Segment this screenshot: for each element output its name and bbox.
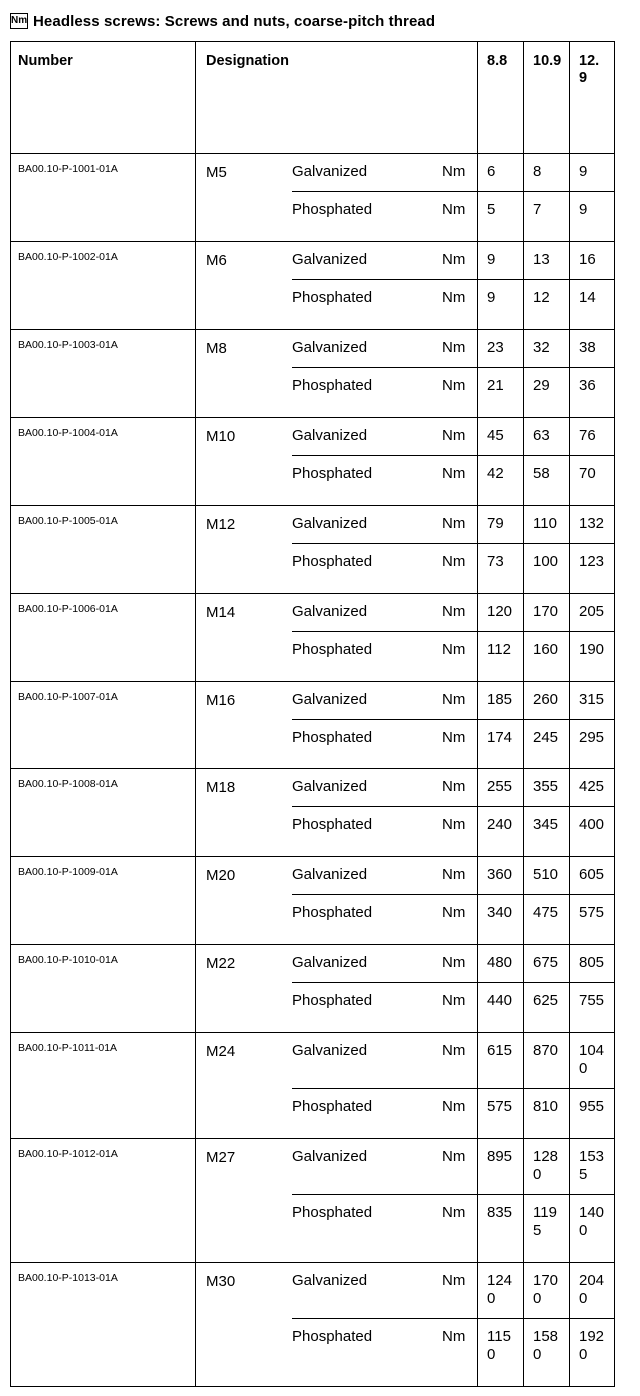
phosphated-subrow <box>292 895 614 945</box>
torque-value-8-8: 1240 <box>487 1272 513 1307</box>
phosphated-subrow <box>292 720 614 769</box>
torque-value-8-8: 615 <box>487 1042 513 1059</box>
coating-label: Galvanized <box>292 163 368 180</box>
torque-value-8-8: 21 <box>487 377 504 394</box>
phosphated-subrow <box>292 983 614 1033</box>
part-number: BA00.10-P-1011-01A <box>18 1042 118 1054</box>
thread-designation: M16 <box>206 692 236 709</box>
coating-label: Galvanized <box>292 427 368 444</box>
torque-value-8-8: 112 <box>487 641 511 658</box>
coating-label: Galvanized <box>292 866 368 883</box>
coating-label: Phosphated <box>292 377 373 394</box>
galvanized-subrow <box>292 154 614 192</box>
torque-value-12-9: 955 <box>579 1098 605 1115</box>
coating-label: Phosphated <box>292 904 373 921</box>
torque-value-12-9: 123 <box>579 553 605 570</box>
phosphated-subrow <box>292 807 614 857</box>
torque-value-12-9: 425 <box>579 778 605 795</box>
torque-value-8-8: 120 <box>487 603 513 620</box>
unit-label: Nm <box>442 1042 466 1059</box>
torque-value-8-8: 340 <box>487 904 513 921</box>
torque-value-10-9: 355 <box>533 778 559 795</box>
torque-value-10-9: 810 <box>533 1098 559 1115</box>
coating-label: Phosphated <box>292 816 373 833</box>
unit-label: Nm <box>442 553 466 570</box>
part-number: BA00.10-P-1012-01A <box>18 1148 118 1160</box>
torque-value-10-9: 870 <box>533 1042 559 1059</box>
unit-label: Nm <box>442 339 466 356</box>
coating-label: Galvanized <box>292 1272 368 1289</box>
header-designation: Designation <box>206 53 289 69</box>
coating-label: Phosphated <box>292 992 373 1009</box>
thread-designation: M20 <box>206 867 236 884</box>
torque-value-10-9: 8 <box>533 163 542 180</box>
torque-value-8-8: 575 <box>487 1098 513 1115</box>
torque-value-12-9: 38 <box>579 339 596 356</box>
unit-label: Nm <box>442 729 466 746</box>
torque-value-8-8: 9 <box>487 289 496 306</box>
unit-label: Nm <box>442 163 466 180</box>
thread-designation: M6 <box>206 252 227 269</box>
torque-value-12-9: 805 <box>579 954 605 971</box>
unit-label: Nm <box>442 603 466 620</box>
torque-value-10-9: 12 <box>533 289 550 306</box>
torque-value-8-8: 185 <box>487 691 513 708</box>
part-number: BA00.10-P-1008-01A <box>18 778 118 790</box>
part-number: BA00.10-P-1002-01A <box>18 251 118 263</box>
thread-designation: M24 <box>206 1043 236 1060</box>
torque-value-10-9: 245 <box>533 729 559 746</box>
coating-label: Galvanized <box>292 691 368 708</box>
torque-value-10-9: 1280 <box>533 1148 559 1183</box>
unit-label: Nm <box>442 251 466 268</box>
phosphated-subrow <box>292 368 614 418</box>
coating-label: Galvanized <box>292 603 368 620</box>
header-grade-12-9: 12.9 <box>579 53 600 86</box>
phosphated-subrow <box>292 192 614 242</box>
torque-value-8-8: 6 <box>487 163 496 180</box>
unit-label: Nm <box>442 691 466 708</box>
galvanized-subrow <box>292 330 614 368</box>
torque-value-12-9: 315 <box>579 691 605 708</box>
galvanized-subrow <box>292 1033 614 1089</box>
galvanized-subrow <box>292 857 614 895</box>
unit-label: Nm <box>442 1204 466 1221</box>
coating-label: Galvanized <box>292 251 368 268</box>
unit-label: Nm <box>442 1272 466 1289</box>
thread-designation: M18 <box>206 779 236 796</box>
coating-label: Galvanized <box>292 1042 368 1059</box>
galvanized-subrow <box>292 945 614 983</box>
torque-value-10-9: 13 <box>533 251 550 268</box>
torque-value-8-8: 42 <box>487 465 504 482</box>
torque-value-12-9: 36 <box>579 377 596 394</box>
coating-label: Phosphated <box>292 553 373 570</box>
part-number: BA00.10-P-1006-01A <box>18 603 118 615</box>
torque-nm-icon: Nm <box>10 13 28 29</box>
part-number: BA00.10-P-1005-01A <box>18 515 118 527</box>
header-grade-10-9: 10.9 <box>533 53 562 69</box>
coating-label: Galvanized <box>292 778 368 795</box>
column-divider <box>477 42 478 1386</box>
unit-label: Nm <box>442 904 466 921</box>
torque-value-8-8: 480 <box>487 954 513 971</box>
torque-value-10-9: 100 <box>533 553 559 570</box>
torque-value-10-9: 29 <box>533 377 550 394</box>
part-number: BA00.10-P-1003-01A <box>18 339 118 351</box>
torque-value-12-9: 1400 <box>579 1204 605 1239</box>
torque-value-12-9: 76 <box>579 427 596 444</box>
torque-value-10-9: 1195 <box>533 1204 557 1239</box>
torque-value-12-9: 205 <box>579 603 605 620</box>
part-number: BA00.10-P-1004-01A <box>18 427 118 439</box>
unit-label: Nm <box>442 778 466 795</box>
unit-label: Nm <box>442 289 466 306</box>
torque-value-10-9: 345 <box>533 816 559 833</box>
phosphated-subrow <box>292 1195 614 1263</box>
part-number: BA00.10-P-1010-01A <box>18 954 118 966</box>
torque-value-10-9: 260 <box>533 691 559 708</box>
galvanized-subrow <box>292 682 614 720</box>
phosphated-subrow <box>292 1319 614 1387</box>
coating-label: Phosphated <box>292 1098 373 1115</box>
thread-designation: M27 <box>206 1149 236 1166</box>
galvanized-subrow <box>292 242 614 280</box>
torque-value-8-8: 835 <box>487 1204 513 1221</box>
galvanized-subrow <box>292 594 614 632</box>
torque-value-8-8: 79 <box>487 515 504 532</box>
torque-value-10-9: 110 <box>533 515 557 532</box>
galvanized-subrow <box>292 769 614 807</box>
thread-designation: M8 <box>206 340 227 357</box>
part-number: BA00.10-P-1009-01A <box>18 866 118 878</box>
unit-label: Nm <box>442 992 466 1009</box>
unit-label: Nm <box>442 1328 466 1345</box>
torque-value-8-8: 174 <box>487 729 513 746</box>
unit-label: Nm <box>442 1098 466 1115</box>
unit-label: Nm <box>442 201 466 218</box>
torque-table <box>10 41 615 1387</box>
torque-value-8-8: 23 <box>487 339 504 356</box>
thread-designation: M5 <box>206 164 227 181</box>
unit-label: Nm <box>442 1148 466 1165</box>
torque-value-12-9: 2040 <box>579 1272 605 1307</box>
torque-value-8-8: 255 <box>487 778 513 795</box>
galvanized-subrow <box>292 506 614 544</box>
galvanized-subrow <box>292 1139 614 1195</box>
part-number: BA00.10-P-1013-01A <box>18 1272 118 1284</box>
phosphated-subrow <box>292 456 614 506</box>
page-title <box>10 10 435 32</box>
torque-value-12-9: 400 <box>579 816 605 833</box>
torque-value-12-9: 1535 <box>579 1148 605 1183</box>
coating-label: Phosphated <box>292 289 373 306</box>
unit-label: Nm <box>442 954 466 971</box>
coating-label: Phosphated <box>292 641 373 658</box>
unit-label: Nm <box>442 427 466 444</box>
torque-value-10-9: 510 <box>533 866 559 883</box>
phosphated-subrow <box>292 632 614 682</box>
phosphated-subrow <box>292 544 614 594</box>
torque-value-12-9: 295 <box>579 729 605 746</box>
galvanized-subrow <box>292 418 614 456</box>
torque-value-8-8: 440 <box>487 992 513 1009</box>
torque-value-10-9: 58 <box>533 465 550 482</box>
thread-designation: M10 <box>206 428 236 445</box>
torque-value-10-9: 170 <box>533 603 559 620</box>
torque-value-12-9: 132 <box>579 515 605 532</box>
torque-value-10-9: 160 <box>533 641 559 658</box>
torque-value-8-8: 9 <box>487 251 496 268</box>
phosphated-subrow <box>292 280 614 330</box>
torque-value-8-8: 73 <box>487 553 504 570</box>
unit-label: Nm <box>442 465 466 482</box>
torque-value-12-9: 190 <box>579 641 605 658</box>
part-number: BA00.10-P-1007-01A <box>18 691 118 703</box>
unit-label: Nm <box>442 866 466 883</box>
thread-designation: M22 <box>206 955 236 972</box>
torque-value-12-9: 1040 <box>579 1042 605 1077</box>
torque-value-8-8: 5 <box>487 201 496 218</box>
coating-label: Phosphated <box>292 465 373 482</box>
unit-label: Nm <box>442 641 466 658</box>
thread-designation: M14 <box>206 604 236 621</box>
coating-label: Galvanized <box>292 339 368 356</box>
column-divider <box>569 42 570 1386</box>
coating-label: Phosphated <box>292 1328 373 1345</box>
torque-value-10-9: 675 <box>533 954 559 971</box>
coating-label: Galvanized <box>292 1148 368 1165</box>
torque-value-10-9: 625 <box>533 992 559 1009</box>
galvanized-subrow <box>292 1263 614 1319</box>
coating-label: Phosphated <box>292 729 373 746</box>
coating-label: Phosphated <box>292 1204 373 1221</box>
torque-value-8-8: 240 <box>487 816 513 833</box>
thread-designation: M12 <box>206 516 236 533</box>
torque-value-8-8: 1150 <box>487 1328 511 1363</box>
torque-value-12-9: 605 <box>579 866 605 883</box>
torque-value-10-9: 7 <box>533 201 542 218</box>
title-text: Headless screws: Screws and nuts, coarse-pitch thread <box>33 12 436 30</box>
torque-value-10-9: 32 <box>533 339 550 356</box>
thread-designation: M30 <box>206 1273 236 1290</box>
torque-value-12-9: 16 <box>579 251 596 268</box>
unit-label: Nm <box>442 816 466 833</box>
coating-label: Galvanized <box>292 954 368 971</box>
torque-value-12-9: 1920 <box>579 1328 605 1363</box>
torque-value-10-9: 63 <box>533 427 550 444</box>
torque-value-12-9: 575 <box>579 904 605 921</box>
header-number: Number <box>18 53 73 69</box>
torque-value-10-9: 1700 <box>533 1272 559 1307</box>
coating-label: Phosphated <box>292 201 373 218</box>
column-divider <box>195 42 196 1386</box>
torque-value-8-8: 360 <box>487 866 513 883</box>
column-divider <box>523 42 524 1386</box>
torque-value-10-9: 1580 <box>533 1328 559 1363</box>
unit-label: Nm <box>442 377 466 394</box>
torque-value-10-9: 475 <box>533 904 559 921</box>
torque-value-12-9: 755 <box>579 992 605 1009</box>
torque-value-12-9: 70 <box>579 465 596 482</box>
torque-value-12-9: 9 <box>579 163 588 180</box>
torque-value-12-9: 14 <box>579 289 596 306</box>
part-number: BA00.10-P-1001-01A <box>18 163 118 175</box>
coating-label: Galvanized <box>292 515 368 532</box>
phosphated-subrow <box>292 1089 614 1139</box>
torque-value-8-8: 45 <box>487 427 504 444</box>
unit-label: Nm <box>442 515 466 532</box>
header-grade-8-8: 8.8 <box>487 53 508 69</box>
torque-value-8-8: 895 <box>487 1148 513 1165</box>
torque-value-12-9: 9 <box>579 201 588 218</box>
